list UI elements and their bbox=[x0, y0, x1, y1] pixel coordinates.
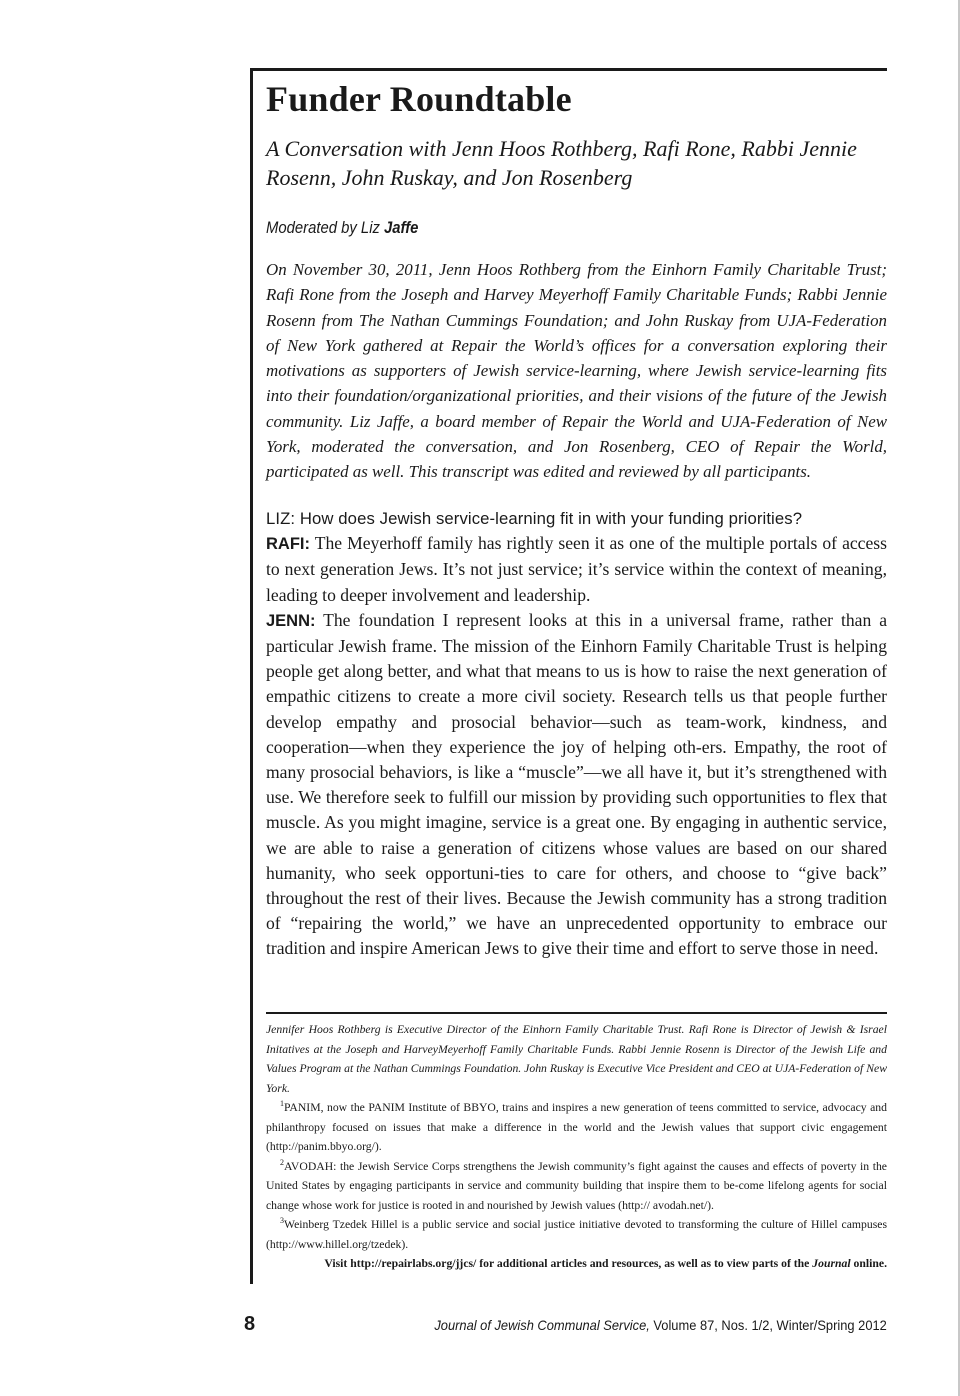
contributor-bios: Jennifer Hoos Rothberg is Executive Director of the Einhorn Family Charitable Trust. Rafi Rone is Director of Jewish & Israel Initatives at the Joseph and HarveyMeyerhoff Family Charitable Funds. Rabbi Jennie Rosenn is Director of the Jewish Life and Values Program at the Nathan Cummings Foundation. John Ruskay is Executive Vice President and CEO at UJA-Federation of New York. bbox=[266, 1023, 887, 1095]
visit-suffix: online. bbox=[850, 1257, 887, 1270]
issue-info: Volume 87, Nos. 1/2, Winter/Spring 2012 bbox=[650, 1317, 887, 1333]
journal-title: Journal of Jewish Communal Service, bbox=[434, 1317, 651, 1333]
moderator-line bbox=[266, 219, 825, 238]
footnote-text: AVODAH: the Jewish Service Corps strengthens the Jewish community’s fight against the causes and effects of poverty in the United States by engaging participants in service and community building that inspire them to be-come lifelong agents for social change whose work for justice is rooted in and nourished by Jewish values (http:// avodah.net/). bbox=[266, 1159, 887, 1212]
footnote-3 bbox=[266, 1215, 887, 1254]
moderator-prefix: Moderated by Liz bbox=[266, 219, 385, 237]
answer-text: The Meyerhoff family has rightly seen it as one of the multiple portals of access to next generation Jews. It’s not just service; it’s service within the context of meaning, leading to deeper involvement and leadership. bbox=[266, 533, 887, 605]
question-text: LIZ: How does Jewish service-learning fit in with your funding priorities? bbox=[266, 509, 803, 528]
footnote-number: 1 bbox=[280, 1099, 284, 1109]
footnote-1 bbox=[266, 1098, 887, 1157]
footnote-rule bbox=[266, 1012, 887, 1014]
running-footer bbox=[435, 1317, 887, 1333]
answer-jenn bbox=[266, 608, 887, 962]
visit-online-note bbox=[266, 1254, 887, 1274]
visit-prefix: Visit http://repairlabs.org/jjcs/ for additional articles and resources, as well as to view parts of the bbox=[324, 1257, 813, 1270]
question-liz bbox=[266, 506, 887, 531]
page-number: 8 bbox=[244, 1313, 256, 1335]
footnote-number: 3 bbox=[280, 1216, 284, 1226]
speaker-label: RAFI: bbox=[266, 535, 310, 554]
left-rule bbox=[250, 68, 253, 1284]
footnote-2 bbox=[266, 1157, 887, 1216]
top-rule bbox=[250, 68, 887, 71]
transcript bbox=[266, 506, 887, 962]
article-subtitle: A Conversation with Jenn Hoos Rothberg, Rafi Rone, Rabbi Jennie Rosenn, John Ruskay, and Jon Rosenberg bbox=[266, 136, 857, 190]
intro-paragraph: On November 30, 2011, Jenn Hoos Rothberg from the Einhorn Family Charitable Trust; Rafi Rone from the Joseph and Harvey Meyerhoff Family Charitable Funds; Rabbi Jennie Rosenn from The Nathan Cummings Foundation; and John Ruskay from UJA-Federation of New York gathered at Repair the World’s offices for a conversation exploring their motivations as supporters of Jewish service-learning, where Jewish service-learning fits into their foundation/organizational priorities, and their visions of the future of the Jewish community. Liz Jaffe, a board member of Repair the World and UJA-Federation of New York, moderated the conversation, and Jon Rosenberg, CEO of Repair the World, participated as well. This transcript was edited and reviewed by all participants. bbox=[266, 260, 887, 482]
visit-journal: Journal bbox=[812, 1257, 851, 1270]
footnotes bbox=[266, 1020, 887, 1274]
moderator-name: Jaffe bbox=[384, 219, 419, 237]
answer-text: The foundation I represent looks at this in a universal frame, rather than a particular Jewish frame. The mission of the Einhorn Family Charitable Trust is helping people get along better, and what that means to us is how to raise the next generation of empathic citizens to create a more civil society. Research tells us that people further develop empathy and prosocial behavior—such as team-work, kindness, and cooperation—when they experience the joy of helping oth-ers. Empathy, the root of many prosocial behaviors, is like a “muscle”—we all have it, but it’s strengthened with use. We therefore seek to fulfill our mission by providing such opportunities to flex that muscle. As you might imagine, service is a great one. By engaging in authentic service, we are able to raise a generation of citizens whose values are based on our shared humanity, who seek opportuni-ties to care for others, and choose to “give back” throughout the rest of their lives. Because the Jewish community has a strong tradition of “repairing the world,” we have an unprecedented opportunity to embrace our tradition and inspire American Jews to give their time and effort to serve those in need. bbox=[266, 609, 887, 959]
footnote-text: PANIM, now the PANIM Institute of BBYO, trains and inspires a new generation of teens committed to service, advocacy and philanthropy focused on issues that make a difference in the world and the Jewish values that support civic engagement (http://panim.bbyo.org/). bbox=[266, 1101, 887, 1153]
article-title: Funder Roundtable bbox=[266, 79, 572, 119]
footnote-text: Weinberg Tzedek Hillel is a public service and social justice initiative devoted to transforming the culture of Hillel campuses (http://www.hillel.org/tzedek). bbox=[266, 1218, 887, 1251]
answer-rafi bbox=[266, 531, 887, 608]
footnote-number: 2 bbox=[280, 1157, 284, 1167]
speaker-label: JENN: bbox=[266, 611, 316, 630]
